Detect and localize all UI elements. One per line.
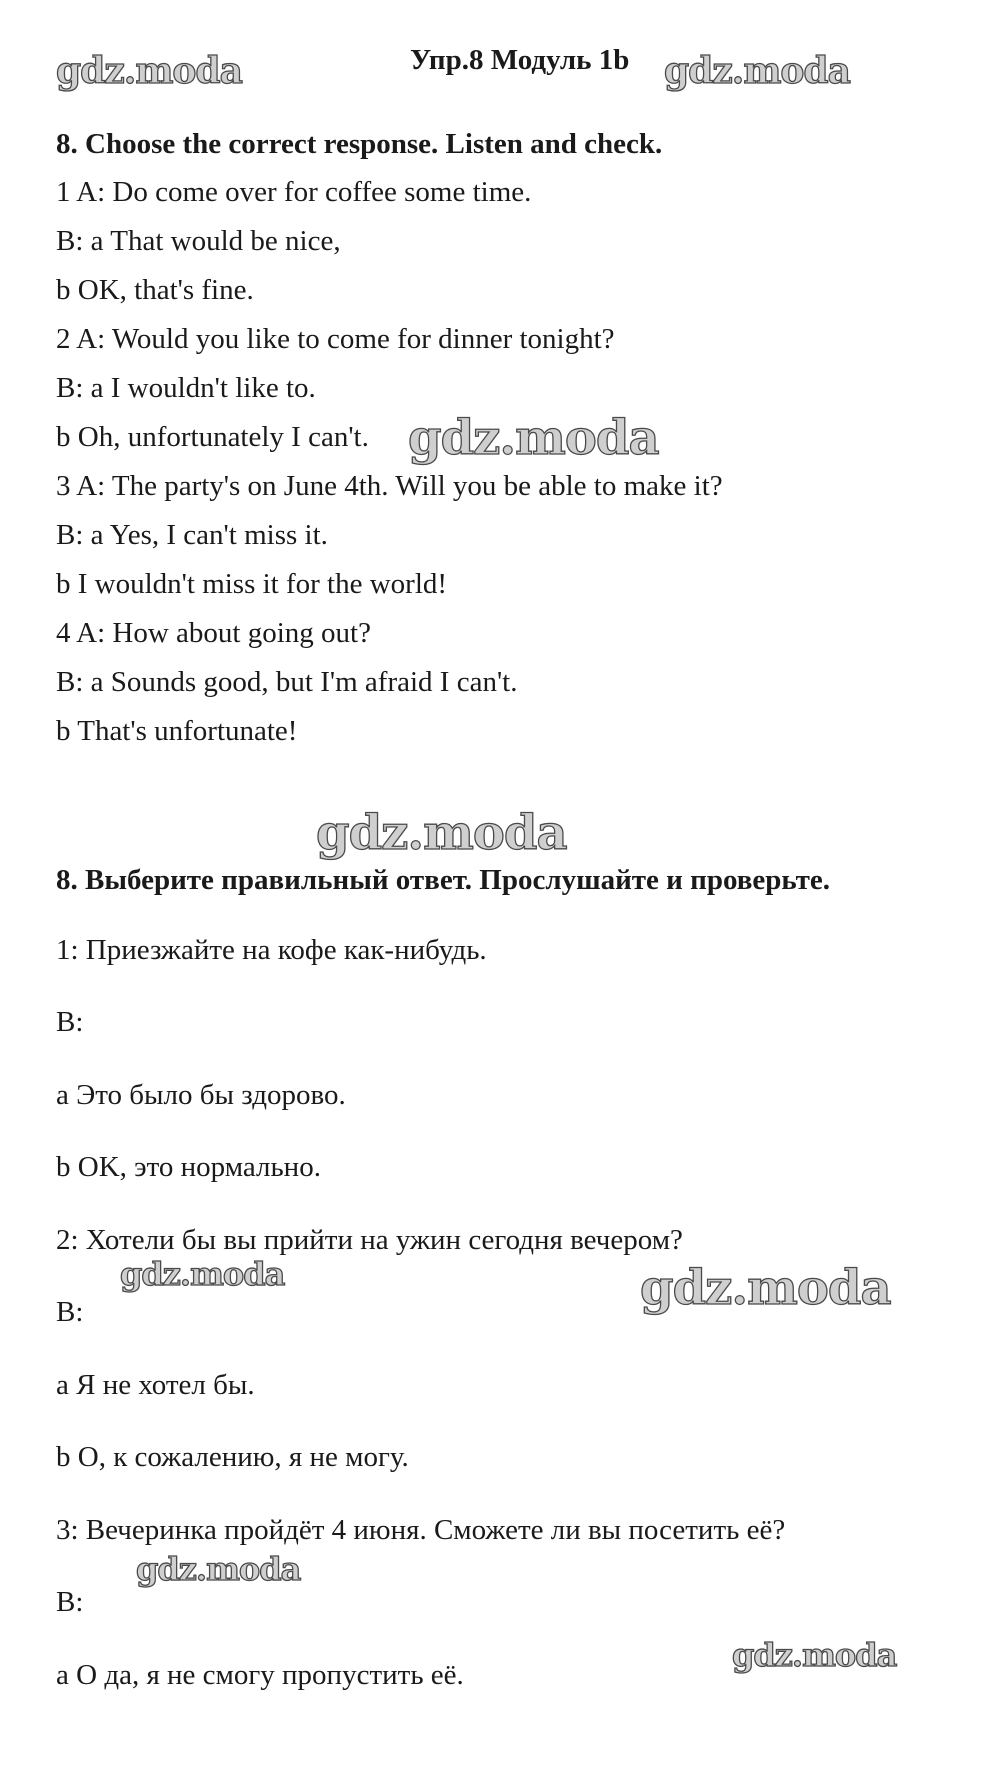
page-title: Упр.8 Модуль 1b bbox=[410, 44, 630, 76]
english-line: B: a Sounds good, but I'm afraid I can't. bbox=[56, 666, 518, 698]
russian-line: b О, к сожалению, я не могу. bbox=[56, 1441, 409, 1473]
english-line: B: a That would be nice, bbox=[56, 225, 341, 257]
english-line: b Oh, unfortunately I can't. bbox=[56, 421, 369, 453]
russian-heading: 8. Выберите правильный ответ. Прослушайте и проверьте. bbox=[56, 864, 830, 896]
watermark-logo: gdz.moda bbox=[316, 805, 567, 861]
english-line: b I wouldn't miss it for the world! bbox=[56, 568, 448, 600]
english-line: 3 A: The party's on June 4th. Will you be able to make it? bbox=[56, 470, 723, 502]
watermark-logo: gdz.moda bbox=[732, 1636, 897, 1674]
russian-line: B: bbox=[56, 1296, 84, 1328]
english-line: b That's unfortunate! bbox=[56, 715, 298, 747]
russian-line: 1: Приезжайте на кофе как-нибудь. bbox=[56, 934, 487, 966]
watermark-logo: gdz.moda bbox=[136, 1550, 301, 1588]
russian-line: B: bbox=[56, 1586, 84, 1618]
watermark-logo: gdz.moda bbox=[408, 410, 659, 466]
russian-line: a Я не хотел бы. bbox=[56, 1369, 255, 1401]
english-line: 4 A: How about going out? bbox=[56, 617, 371, 649]
watermark-logo: gdz.moda bbox=[120, 1255, 285, 1293]
russian-line: B: bbox=[56, 1006, 84, 1038]
russian-line: a Это было бы здорово. bbox=[56, 1079, 346, 1111]
russian-line: a О да, я не смогу пропустить её. bbox=[56, 1659, 464, 1691]
watermark-logo: gdz.moda bbox=[640, 1260, 891, 1316]
watermark-logo: gdz.moda bbox=[56, 50, 242, 92]
english-line: B: a I wouldn't like to. bbox=[56, 372, 316, 404]
russian-line: 2: Хотели бы вы прийти на ужин сегодня вечером? bbox=[56, 1224, 683, 1256]
english-line: b OK, that's fine. bbox=[56, 274, 254, 306]
watermark-logo: gdz.moda bbox=[664, 50, 850, 92]
english-heading: 8. Choose the correct response. Listen and check. bbox=[56, 128, 663, 160]
russian-line: b OK, это нормально. bbox=[56, 1151, 321, 1183]
english-line: 1 A: Do come over for coffee some time. bbox=[56, 176, 532, 208]
russian-line: 3: Вечеринка пройдёт 4 июня. Сможете ли вы посетить её? bbox=[56, 1514, 786, 1546]
english-line: 2 A: Would you like to come for dinner tonight? bbox=[56, 323, 615, 355]
english-line: B: a Yes, I can't miss it. bbox=[56, 519, 328, 551]
